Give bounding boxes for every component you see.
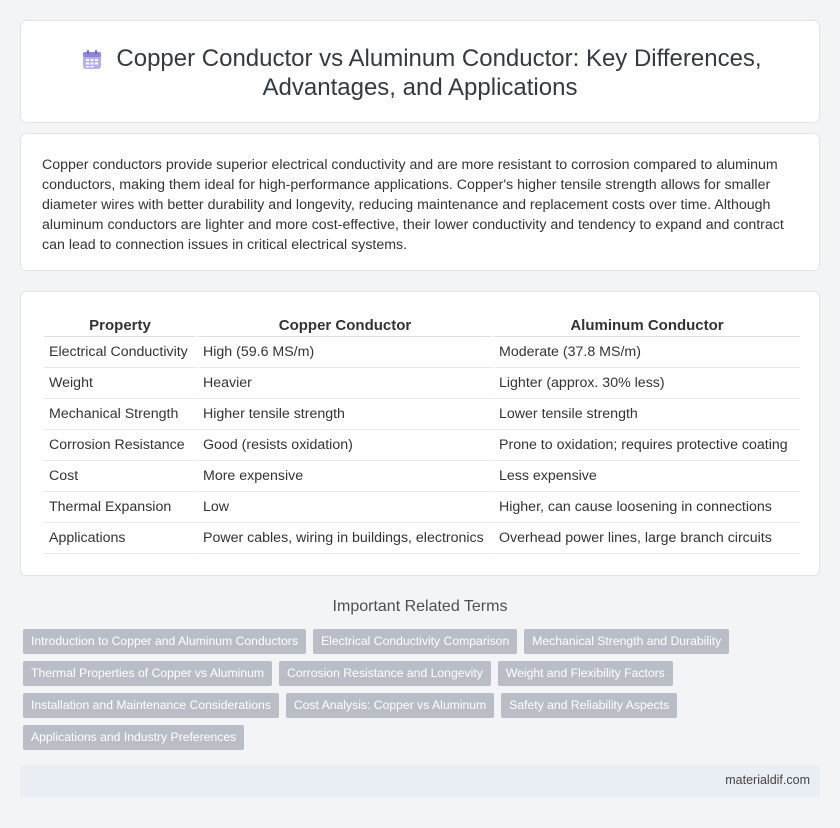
related-tags-row [23, 693, 677, 718]
table-cell: More expensive [198, 461, 492, 492]
table-row [44, 461, 800, 492]
related-tags-row [23, 629, 729, 654]
column-header: Property [44, 315, 196, 337]
related-term-tag[interactable]: Introduction to Copper and Aluminum Conductors [23, 629, 306, 654]
page-title [21, 44, 819, 102]
footer-site-link[interactable]: materialdif.com [725, 773, 810, 787]
related-term-tag[interactable]: Applications and Industry Preferences [23, 725, 244, 750]
table-row [44, 368, 800, 399]
table-cell: Overhead power lines, large branch circuits [494, 523, 800, 554]
header-card [20, 20, 820, 123]
column-header: Aluminum Conductor [494, 315, 800, 337]
table-row [44, 523, 800, 554]
table-row [44, 399, 800, 430]
table-header-row [44, 315, 800, 337]
related-term-tag[interactable]: Weight and Flexibility Factors [498, 661, 673, 686]
page-title-line-1: Copper Conductor vs Aluminum Conductor: Key Differences, [116, 45, 762, 72]
related-tags-row [23, 725, 244, 750]
table-cell: Higher tensile strength [198, 399, 492, 430]
table-cell: Lighter (approx. 30% less) [494, 368, 800, 399]
related-term-tag[interactable]: Thermal Properties of Copper vs Aluminum [23, 661, 272, 686]
table-cell: Mechanical Strength [44, 399, 196, 430]
table-cell: Prone to oxidation; requires protective coating [494, 430, 800, 461]
related-tags-row [23, 661, 673, 686]
table-row [44, 337, 800, 368]
table-cell: Low [198, 492, 492, 523]
comparison-table-card [20, 291, 820, 576]
table-row [44, 492, 800, 523]
table-cell: Weight [44, 368, 196, 399]
related-term-tag[interactable]: Cost Analysis: Copper vs Aluminum [286, 693, 494, 718]
related-term-tag[interactable]: Corrosion Resistance and Longevity [279, 661, 491, 686]
related-term-tag[interactable]: Safety and Reliability Aspects [501, 693, 677, 718]
table-cell: Heavier [198, 368, 492, 399]
table-cell: Less expensive [494, 461, 800, 492]
related-term-tag[interactable]: Installation and Maintenance Considerations [23, 693, 279, 718]
table-cell: Power cables, wiring in buildings, electronics [198, 523, 492, 554]
table-cell: Corrosion Resistance [44, 430, 196, 461]
column-header: Copper Conductor [198, 315, 492, 337]
table-cell: Lower tensile strength [494, 399, 800, 430]
intro-paragraph: Copper conductors provide superior electrical conductivity and are more resistant to corrosion compared to aluminum conductors, making them ideal for high-performance applications. Copper's higher tensile strength allows for smaller diameter wires with better durability and longevity, reducing maintenance and replacement costs over time. Although aluminum conductors are lighter and more cost-effective, their lower conductivity and tendency to expand and contract can lead to connection issues in critical electrical systems. [42, 157, 784, 253]
table-cell: Thermal Expansion [44, 492, 196, 523]
table-cell: Good (resists oxidation) [198, 430, 492, 461]
table-cell: High (59.6 MS/m) [198, 337, 492, 368]
related-terms-title: Important Related Terms [332, 598, 508, 615]
table-cell: Moderate (37.8 MS/m) [494, 337, 800, 368]
footer [20, 765, 820, 797]
table-cell: Cost [44, 461, 196, 492]
comparison-table [42, 315, 802, 554]
table-row [44, 430, 800, 461]
table-cell: Applications [44, 523, 196, 554]
intro-card [20, 133, 820, 271]
page-title-line-2: Advantages, and Applications [262, 74, 578, 101]
related-term-tag[interactable]: Electrical Conductivity Comparison [313, 629, 517, 654]
related-term-tag[interactable]: Mechanical Strength and Durability [524, 629, 729, 654]
table-cell: Electrical Conductivity [44, 337, 196, 368]
table-cell: Higher, can cause loosening in connections [494, 492, 800, 523]
